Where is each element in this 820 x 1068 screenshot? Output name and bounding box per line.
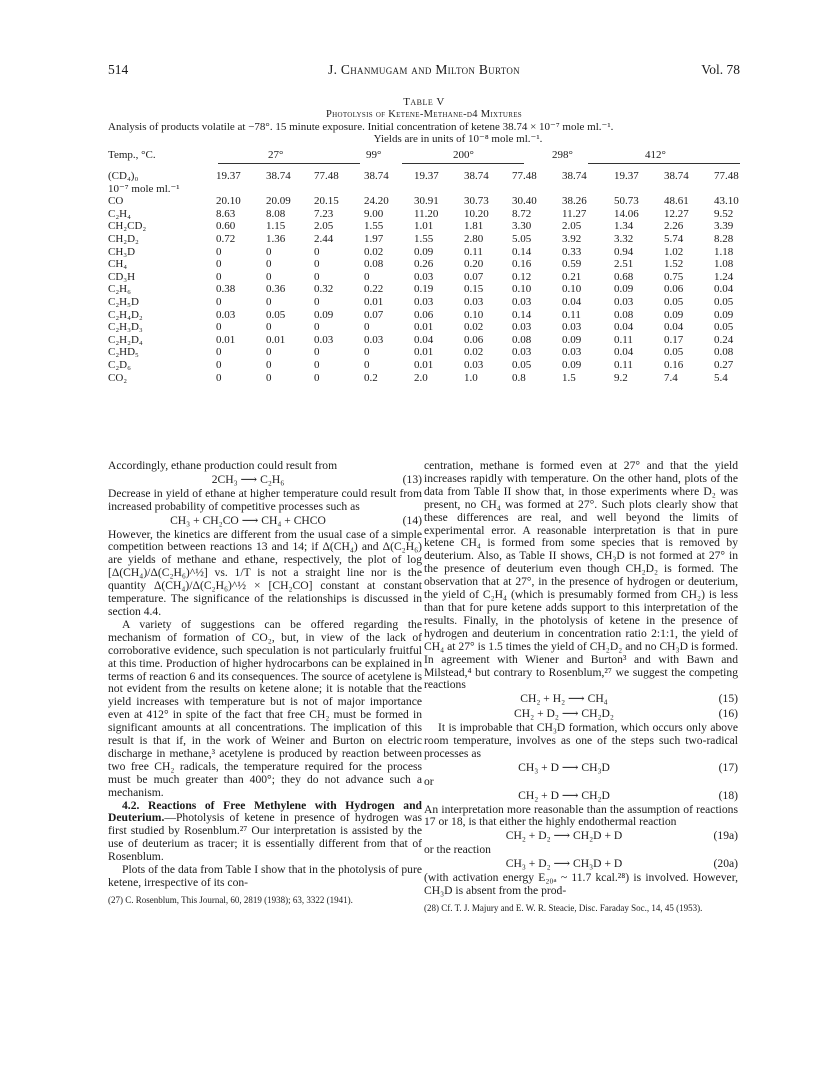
table-cell: 0 [364, 359, 370, 371]
table-cell: 0.19 [414, 283, 434, 296]
temp-412: 412° [645, 149, 666, 161]
table-cell: 0.01 [266, 333, 286, 346]
table-row [108, 170, 748, 182]
table-cell: 0.02 [464, 321, 484, 334]
table-subtitle: Photolysis of Ketene-Methane-d4 Mixtures [326, 109, 522, 120]
eq14-number: (14) [402, 513, 422, 527]
table-cell: 0.03 [512, 296, 532, 308]
table-cell: 38.74 [562, 170, 587, 182]
row-label: C₂H₃D₃ [108, 321, 143, 334]
table-cell: 0.05 [266, 308, 286, 321]
left-para-1: Accordingly, ethane production could result from [108, 459, 338, 472]
table-cell: 0.09 [562, 359, 582, 371]
footnote-28: (28) Cf. T. J. Majury and E. W. R. Steacie, Disc. Faraday Soc., 14, 45 (1953). [424, 902, 703, 913]
table-cell: 2.05 [314, 220, 334, 233]
row-label: CH₂CD₂ [108, 220, 147, 233]
table-cell: 0 [266, 321, 272, 334]
left-para-6: Plots of the data from Table I show that in the photolysis of pure ketene, irrespective of its con- [108, 863, 422, 889]
table-cell: 0 [314, 245, 320, 258]
table-cell: 2.26 [664, 220, 684, 233]
table-cell: 2.80 [464, 233, 484, 245]
table-cell: 0.14 [512, 245, 532, 258]
left-para-3: However, the kinetics are different from the usual case of a simple competition between reactions 13 and 14; if Δ(CH₄) and Δ(C₂H₆) are yields of methane and ethane, respectively, the plot of log [Δ(CH₄)/Δ(C₂H₆)^½] vs. 1/T is not a straight line nor is the quantity Δ(CH₄)/Δ(C₂H₆)^½ × [CH₂CO] constant at constant temperature. The significance of the relationships is discussed in section 4.4. [108, 527, 422, 618]
table-cell: 0.05 [714, 321, 734, 334]
table-cell: 0 [216, 245, 222, 258]
table-cell: 0.04 [414, 333, 434, 346]
table-cell: 8.72 [512, 207, 532, 220]
table-cell: 0.06 [664, 283, 684, 296]
table-cell: 0.2 [364, 371, 378, 384]
table-cell: 0.08 [364, 258, 384, 271]
caption-line-2: Yields are in units of 10⁻⁸ mole ml.⁻¹. [373, 133, 543, 145]
table-cell: 20.10 [216, 195, 241, 208]
table-cell: 0.15 [464, 283, 484, 296]
table-cell: 0 [216, 321, 222, 334]
table-cell: 0.09 [664, 308, 684, 321]
table-cell: 1.52 [664, 258, 684, 271]
table-cell: 2.51 [614, 258, 634, 271]
eq17-number: (17) [718, 760, 738, 774]
table-cell: 19.37 [614, 170, 639, 182]
table-cell: 5.4 [714, 371, 728, 384]
table-cell: 0.94 [614, 245, 634, 258]
equation-16 [424, 707, 738, 722]
table-cell: 0.33 [562, 245, 582, 258]
table-cell: 38.74 [364, 170, 389, 182]
table-cell: 77.48 [314, 170, 339, 182]
eq19-number: (19a) [713, 829, 738, 843]
table-cell: 10.20 [464, 207, 489, 220]
table-cell: 0 [266, 245, 272, 258]
table-cell: 0.59 [562, 258, 582, 271]
table-cell: 0.20 [464, 258, 484, 271]
table-cell: 0.27 [714, 359, 734, 371]
table-cell: 0.09 [714, 308, 734, 321]
table-cell: 0.09 [314, 308, 334, 321]
eq18-number: (18) [718, 788, 738, 802]
table-cell: 0.05 [512, 359, 532, 371]
table-cell: 0.26 [414, 258, 434, 271]
table-cell: 0.75 [664, 270, 684, 283]
row-label: CH₃D [108, 245, 136, 258]
eq14-formula: CH₃ + CH₂CO ⟶ CH₄ + CHCO [170, 513, 326, 527]
table-cell: 7.23 [314, 207, 334, 220]
table-cell: 0.01 [364, 296, 384, 308]
eq15-formula: CH₂ + H₂ ⟶ CH₄ [520, 692, 608, 706]
table-cell: 30.40 [512, 195, 537, 208]
table-cell: 0.24 [714, 333, 734, 346]
table-cell: 1.34 [614, 220, 634, 233]
footnote-27: (27) C. Rosenblum, This Journal, 60, 2819 (1938); 63, 3322 (1941). [108, 894, 353, 905]
eq20-formula: CH₃ + D₂ ⟶ CH₃D + D [505, 857, 623, 871]
table-row [108, 233, 748, 245]
right-para-1: centration, methane is formed even at 27° and that the yield increases rapidly with temperature. On the other hand, plots of the data from Table II show that, in those experiments where D₂ was present, no CH₄ was formed at 27°. Such plots clearly show that these differences are real, and well beyond the limits of experimental error. A reasonable interpretation is that in pure ketene CH₄ is formed from some species that is removed by deuterium. Also, as Table II shows, CH₃D is not formed at 27° in the presence of deuterium even though CH₂D₂ is formed. The observation that at 27°, in the presence of hydrogen or deuterium, the yield of C₂H₄ (which is presumably formed from CH₂) is less than that for pure ketene adds support to this interpretation of the results. Finally, in the photolysis of ketene in the presence of hydrogen and deuterium in concentration ratio 2:1:1, the yield of CH₄ at 27° is 1.5 times the yield of CH₂D₂ and no CH₃D is formed. In agreement with Wiener and Burton³ and with Bawn and Milstead,⁴ but contrary to Rosenblum,²⁷ we suggest the competing reactions [424, 459, 738, 692]
temp-27: 27° [268, 149, 284, 161]
table-cell: 0 [266, 371, 272, 384]
table-cell: 2.05 [562, 220, 582, 233]
table-row [108, 246, 748, 258]
table-cell: 0.11 [614, 333, 633, 346]
equation-14 [108, 514, 422, 529]
table-cell: 0.04 [614, 321, 634, 334]
row-label: 10⁻⁷ mole ml.⁻¹ [108, 182, 180, 195]
table-cell: 8.28 [714, 233, 734, 245]
table-cell: 0.04 [714, 283, 734, 296]
table-cell: 0.08 [614, 308, 634, 321]
table-cell: 0.03 [464, 359, 484, 371]
table-cell: 0.11 [464, 245, 483, 258]
table-cell: 1.08 [714, 258, 734, 271]
caption-line-1: Analysis of products volatile at −78°. 15 minute exposure. Initial concentration of ketene 38.74 × 10⁻⁷ mole ml.⁻¹. [108, 121, 614, 133]
table-cell: 0.03 [364, 333, 384, 346]
right-para-3: An interpretation more reasonable than the assumption of reactions 17 or 18, is that either the highly endothermal reaction [424, 802, 738, 829]
rule-200 [402, 163, 524, 164]
table-cell: 0.16 [664, 359, 684, 371]
table-cell: 0 [266, 346, 272, 359]
row-label: C₂H₅D [108, 296, 139, 308]
table-cell: 0.36 [266, 283, 286, 296]
table-cell: 0.08 [714, 346, 734, 359]
or-text-2: or the reaction [424, 843, 491, 857]
table-cell: 0 [216, 359, 222, 371]
right-column [424, 460, 738, 913]
table-cell: 3.30 [512, 220, 532, 233]
table-cell: 77.48 [512, 170, 537, 182]
table-cell: 0 [266, 296, 272, 308]
table-cell: 0.72 [216, 233, 236, 245]
table-cell: 0.08 [512, 333, 532, 346]
table-cell: 9.52 [714, 207, 734, 220]
left-column [108, 460, 422, 905]
row-label: C₂H₄ [108, 207, 131, 220]
table-cell: 0 [314, 371, 320, 384]
table-cell: 30.91 [414, 195, 439, 208]
rule-412 [588, 163, 740, 164]
equation-20a [424, 857, 738, 872]
table-cell: 0.05 [664, 296, 684, 308]
row-label: CO [108, 195, 124, 208]
table-cell: 8.63 [216, 207, 236, 220]
left-para-2: Decrease in yield of ethane at higher temperature could result from increased probability of competitive processes such as [108, 486, 422, 513]
page-number: 514 [108, 62, 129, 77]
table-row [108, 346, 748, 358]
table-cell: 0.06 [464, 333, 484, 346]
table-cell: 0.11 [614, 359, 633, 371]
temp-99: 99° [366, 149, 382, 161]
left-para-4: A variety of suggestions can be offered regarding the mechanism of formation of CO₂, but, in view of the lack of corroborative evidence, such speculation is not particularly fruitful at this time. Production of higher hydrocarbons can be explained in terms of reaction 6 and its consequences. The source of acetylene is not evident from the results on ketene alone; it is notable that the yield increases with temperature but is not of major importance even at 412° in spite of the fact that free CH₂ must be formed in significant amounts at all concentrations. The implication of this result is that if, in the work of Weiner and Burton on electric discharge in methane,³ acetylene is produced by reaction between two free CH₂ radicals, the temperature required for the process must be much greater than 400°; they do not advance such a mechanism. [108, 617, 422, 799]
table-cell: 0 [364, 270, 370, 283]
table-cell: 0 [216, 296, 222, 308]
table-cell: 0.03 [414, 270, 434, 283]
table-cell: 9.2 [614, 371, 628, 384]
table-cell: 0.32 [314, 283, 334, 296]
running-title: J. Chanmugam and Milton Burton [328, 62, 520, 77]
table-cell: 7.4 [664, 371, 678, 384]
table-cell: 0.68 [614, 270, 634, 283]
row-label: CH₂D₂ [108, 233, 139, 245]
table-cell: 0 [314, 346, 320, 359]
table-cell: 1.02 [664, 245, 684, 258]
table-cell: 48.61 [664, 195, 689, 208]
table-cell: 0.17 [664, 333, 684, 346]
table-cell: 0 [314, 296, 320, 308]
table-cell: 50.73 [614, 195, 639, 208]
table-cell: 0 [364, 346, 370, 359]
table-cell: 0.14 [512, 308, 532, 321]
table-cell: 19.37 [414, 170, 439, 182]
table-cell: 5.74 [664, 233, 684, 245]
table-cell: 5.05 [512, 233, 532, 245]
table-row [108, 321, 748, 333]
table-cell: 1.97 [364, 233, 384, 245]
row-label: C₂H₆ [108, 283, 131, 296]
temp-200: 200° [453, 149, 474, 161]
table-cell: 0.02 [464, 346, 484, 359]
table-cell: 0.10 [512, 283, 532, 296]
table-cell: 38.74 [464, 170, 489, 182]
table-row [108, 309, 748, 321]
table-cell: 0.07 [464, 270, 484, 283]
table-row [108, 334, 748, 346]
table-cell: 0.16 [512, 258, 532, 271]
table-cell: 38.74 [266, 170, 291, 182]
table-cell: 0.03 [464, 296, 484, 308]
table-cell: 24.20 [364, 195, 389, 208]
table-cell: 0 [314, 258, 320, 271]
table-cell: 1.15 [266, 220, 286, 233]
table-cell: 0.05 [714, 296, 734, 308]
table-cell: 1.81 [464, 220, 484, 233]
table-cell: 0.03 [314, 333, 334, 346]
eq16-formula: CH₂ + D₂ ⟶ CH₂D₂ [514, 707, 614, 721]
temp-label: Temp., °C. [108, 149, 156, 161]
table-cell: 0.09 [414, 245, 434, 258]
table-cell: 0.07 [364, 308, 384, 321]
table-cell: 0.03 [414, 296, 434, 308]
table-cell: 11.20 [414, 207, 439, 220]
table-row [108, 183, 748, 195]
table-cell: 3.32 [614, 233, 634, 245]
row-label: CO₂ [108, 371, 128, 384]
table-cell: 0.04 [614, 346, 634, 359]
table-cell: 2.44 [314, 233, 334, 245]
row-label: CH₄ [108, 258, 128, 271]
table-cell: 0.03 [562, 321, 582, 334]
table-cell: 0 [314, 359, 320, 371]
row-label: CD₃H [108, 270, 136, 283]
equation-15 [424, 692, 738, 707]
table-cell: 0 [216, 371, 222, 384]
table-row [108, 283, 748, 295]
table-cell: 43.10 [714, 195, 739, 208]
table-cell: 0.8 [512, 371, 526, 384]
left-para-5 [108, 800, 422, 865]
eq13-formula: 2CH₃ ⟶ C₂H₆ [211, 472, 285, 486]
table-cell: 0 [266, 359, 272, 371]
eq13-number: (13) [402, 472, 422, 486]
table-cell: 0.01 [414, 359, 434, 371]
table-cell: 9.00 [364, 207, 384, 220]
table-cell: 3.92 [562, 233, 582, 245]
table-cell: 30.73 [464, 195, 489, 208]
equation-13 [108, 473, 422, 488]
table-cell: 0.03 [614, 296, 634, 308]
table-cell: 0.03 [512, 321, 532, 334]
table-cell: 0.01 [216, 333, 236, 346]
table-row [108, 359, 748, 371]
table-cell: 11.27 [562, 207, 587, 220]
table-cell: 0.04 [562, 296, 582, 308]
table-cell: 14.06 [614, 207, 639, 220]
right-para-2: It is improbable that CH₃D formation, which occurs only above room temperature, involves as one of the steps such two-radical processes as [424, 721, 738, 760]
table-cell: 0 [216, 258, 222, 271]
table-cell: 0 [216, 346, 222, 359]
right-para-4: (with activation energy E₂₀ₐ ~ 11.7 kcal.²⁸) is involved. However, CH₃D is absent from the prod- [424, 871, 738, 897]
table-cell: 0.22 [364, 283, 384, 296]
table-title: Table V [403, 96, 445, 108]
eq16-number: (16) [718, 707, 738, 721]
table-cell: 2.0 [414, 371, 428, 384]
table-cell: 0.21 [562, 270, 582, 283]
rule-27 [218, 163, 360, 164]
eq18-formula: CH₂ + D ⟶ CH₂D [518, 788, 610, 802]
table-cell: 3.39 [714, 220, 734, 233]
table-cell: 0 [314, 270, 320, 283]
table-cell: 0.11 [562, 308, 581, 321]
eq15-number: (15) [718, 692, 738, 706]
table-row [108, 208, 748, 220]
table-cell: 0 [364, 321, 370, 334]
row-label: C₂H₂D₄ [108, 333, 143, 346]
table-cell: 1.5 [562, 371, 576, 384]
table-cell: 0.03 [512, 346, 532, 359]
temp-298: 298° [552, 149, 573, 161]
equation-17 [424, 761, 738, 776]
table-row [108, 372, 748, 384]
table-cell: 0.10 [562, 283, 582, 296]
table-cell: 77.48 [714, 170, 739, 182]
table-cell: 0.01 [414, 321, 434, 334]
table-cell: 1.0 [464, 371, 478, 384]
table-cell: 1.01 [414, 220, 434, 233]
equation-19a [424, 829, 738, 844]
table-cell: 0 [314, 321, 320, 334]
table-cell: 0.09 [614, 283, 634, 296]
table-cell: 1.55 [364, 220, 384, 233]
table-cell: 0.06 [414, 308, 434, 321]
row-label: C₂D₆ [108, 359, 131, 371]
table-cell: 12.27 [664, 207, 689, 220]
table-cell: 1.24 [714, 270, 734, 283]
table-row [108, 296, 748, 308]
running-header [108, 62, 740, 80]
section-heading: 4.2. Reactions of Free Methylene with Hydrogen and Deuterium. [108, 798, 422, 825]
table-cell: 0 [266, 270, 272, 283]
table-cell: 0.04 [664, 321, 684, 334]
table-cell: 0.09 [562, 333, 582, 346]
table-cell: 0.10 [464, 308, 484, 321]
table-cell: 0.02 [364, 245, 384, 258]
volume-label: Vol. 78 [701, 62, 740, 77]
table-cell: 0.03 [562, 346, 582, 359]
table-cell: 0.03 [216, 308, 236, 321]
table-cell: 0 [216, 270, 222, 283]
table-cell: 8.08 [266, 207, 286, 220]
table-row [108, 220, 748, 232]
row-label: C₂HD₅ [108, 346, 139, 359]
table-cell: 20.09 [266, 195, 291, 208]
table-cell: 38.26 [562, 195, 587, 208]
table-cell: 38.74 [664, 170, 689, 182]
table-cell: 0.01 [414, 346, 434, 359]
equation-18 [424, 789, 738, 804]
table-row [108, 195, 748, 207]
table-cell: 19.37 [216, 170, 241, 182]
table-cell: 0.05 [664, 346, 684, 359]
table-cell: 20.15 [314, 195, 339, 208]
eq19-formula: CH₂ + D₂ ⟶ CH₂D + D [505, 829, 623, 843]
eq20-number: (20a) [713, 857, 738, 871]
table-cell: 0.60 [216, 220, 236, 233]
table-row [108, 258, 748, 270]
table-caption [108, 121, 748, 145]
table-cell: 1.36 [266, 233, 286, 245]
table-cell: 1.18 [714, 245, 734, 258]
table-cell: 0.12 [512, 270, 532, 283]
or-text-1: or [424, 774, 434, 788]
table-cell: 0.38 [216, 283, 236, 296]
table-cell: 1.55 [414, 233, 434, 245]
row-label: (CD₄)₀ [108, 170, 139, 182]
row-label: C₂H₄D₂ [108, 308, 143, 321]
section-text: —Photolysis of ketene in presence of hydrogen was first studied by Rosenblum.²⁷ Our interpretation is assisted by the use of deuterium as tracer; it is essentially different from that of Rosenblum. [108, 811, 422, 864]
table-cell: 0 [266, 258, 272, 271]
table-row [108, 271, 748, 283]
eq17-formula: CH₃ + D ⟶ CH₃D [518, 760, 610, 774]
